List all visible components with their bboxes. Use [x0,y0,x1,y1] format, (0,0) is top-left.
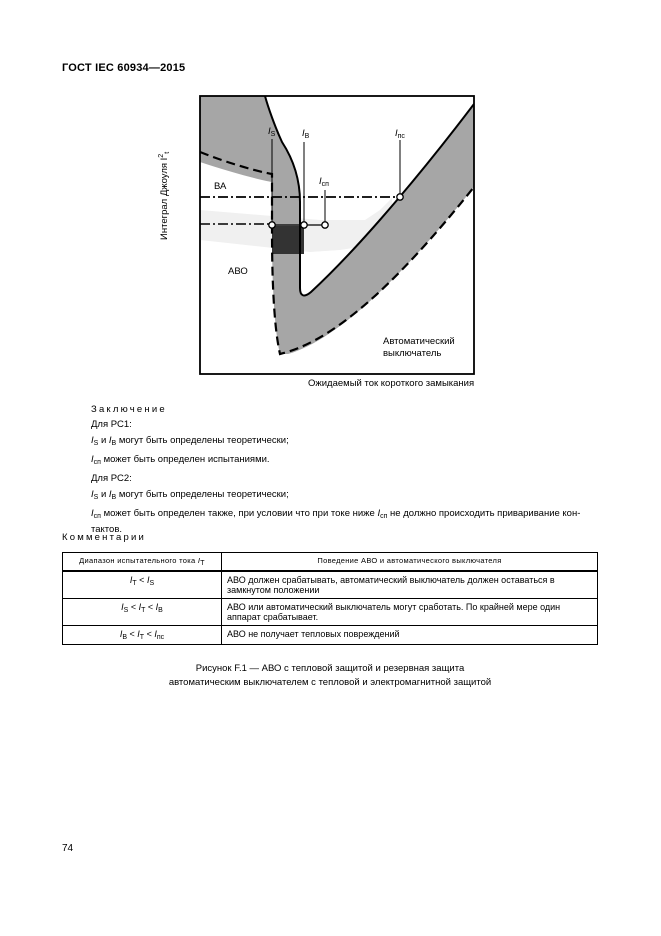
comments-table [62,552,598,645]
inc-label: $I_{пс}$ [395,128,405,140]
table-row [63,626,598,645]
is-label: $I_S$ [268,126,276,138]
range-cell: $I_B < I_T < I_{пс}$ [63,626,222,645]
page-number: 74 [62,843,74,854]
behavior-cell: АВО или автоматический выключатель могут сработать. По крайней мере один аппарат срабатывает. [222,599,598,626]
pc1-line-2: $I_{сп}$ может быть определен испытаниями. [91,454,270,466]
isp-point [322,222,328,228]
pc1-line-1: $I_S$ и $I_B$ могут быть определены теоретически; [91,435,289,447]
table-row [63,571,598,599]
ib-label: $I_B$ [302,128,310,140]
range-cell: $I_S < I_T < I_B$ [63,599,222,626]
isp-label: $I_{сп}$ [319,176,329,188]
range-cell: $I_T < I_S$ [63,571,222,599]
conclusion-heading: Заключение [91,404,167,415]
table-header-row [63,553,598,572]
pc2-line-2: $I_{сп}$ может быть определен также, при условии что при токе ниже $I_{сп}$ не должно происходить приваривание кон-тактов. [91,508,581,535]
pc1-title: Для РС1: [91,419,132,430]
col-behavior-header: Поведение АВО и автоматического выключателя [222,553,598,572]
behavior-cell: АВО не получает тепловых повреждений [222,626,598,645]
pc2-title: Для РС2: [91,473,132,484]
va-label: ВА [214,181,227,192]
pc2-line-1: $I_S$ и $I_B$ могут быть определены теоретически; [91,489,289,501]
is-point [269,222,275,228]
behavior-cell: АВО должен срабатывать, автоматический выключатель должен оставаться в замкнутом положении [222,571,598,599]
document-header: ГОСТ IEC 60934—2015 [62,62,186,74]
col-current-range-header: Диапазон испытательного тока IT [63,553,222,572]
avo-label: АВО [228,266,248,277]
table-row [63,599,598,626]
y-axis-label: Интеграл Джоуля $I^2_t$ [158,151,171,240]
conclusion-block [91,404,611,539]
comments-heading: Комментарии [62,532,147,543]
breaker-label: Автоматический выключатель [383,336,455,359]
inc-point [397,194,403,200]
ib-point [301,222,307,228]
figure-caption: Рисунок F.1 — АВО с тепловой защитой и резервная защита автоматическим выключателем с тепловой и электромагнитной защитой [168,663,492,688]
x-axis-label: Ожидаемый ток короткого замыкания [308,378,475,389]
